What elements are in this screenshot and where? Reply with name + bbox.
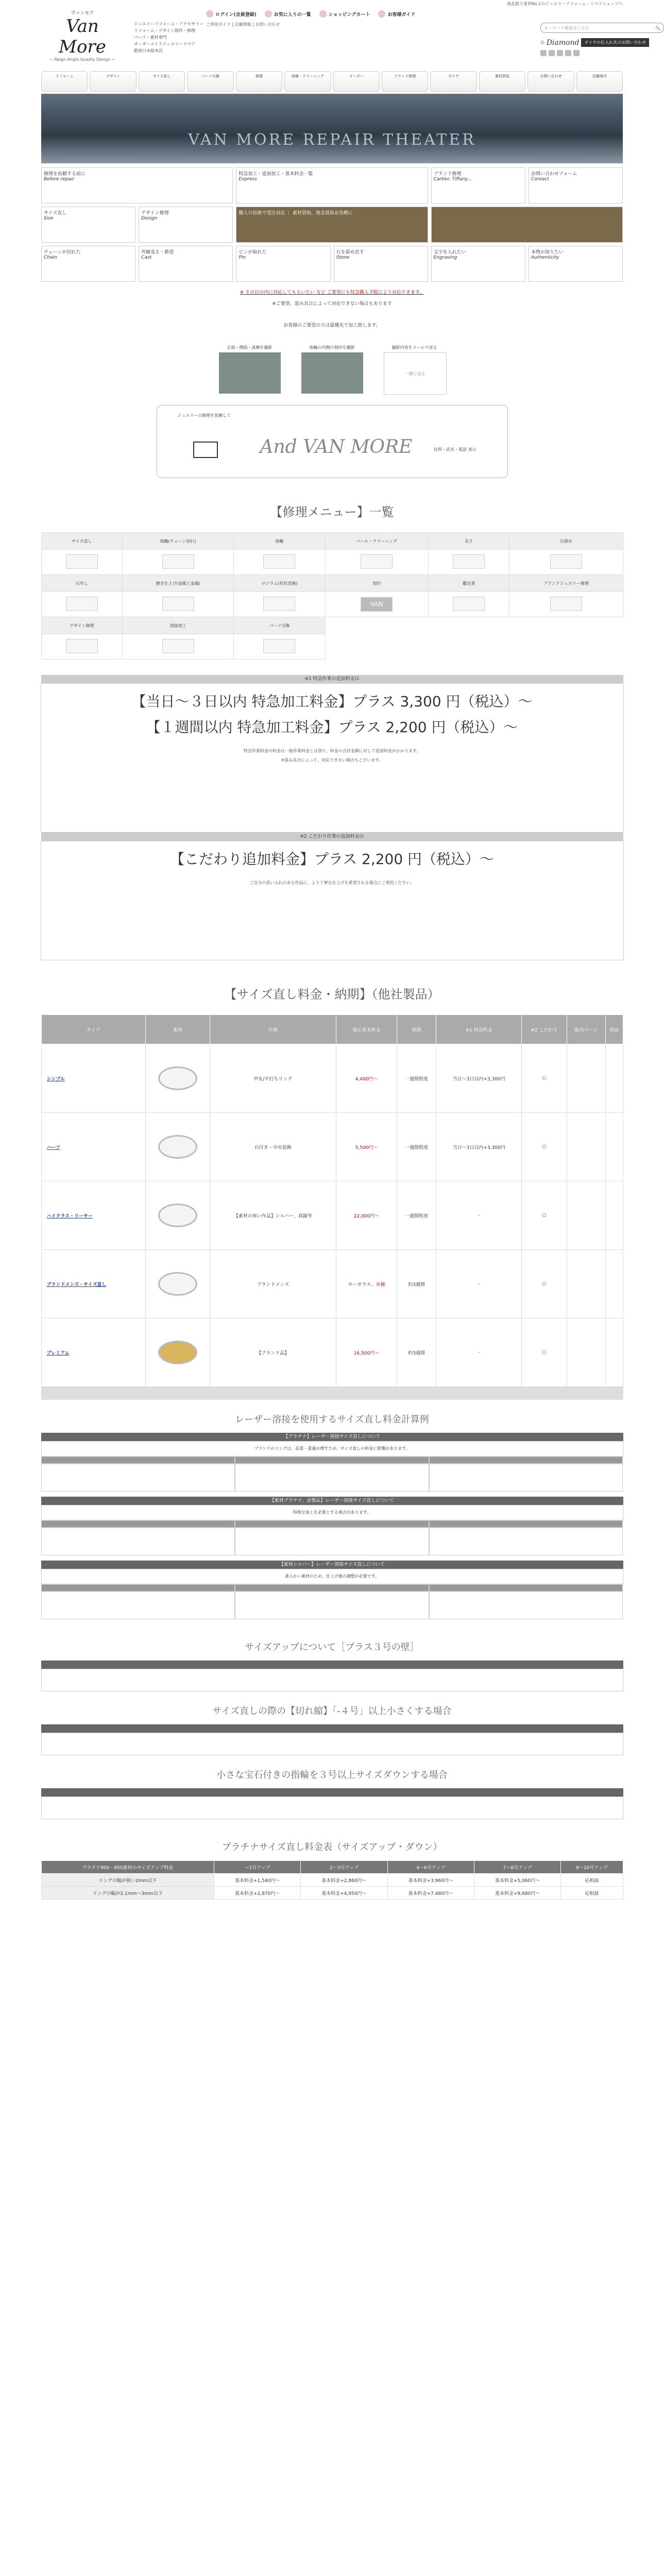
nav-item[interactable]: リフォーム xyxy=(41,71,88,92)
size-col-header: 素材 xyxy=(145,1015,210,1044)
panel-title: 【素材プラチナ、金製品】レーザー溶接サイズ直しについて xyxy=(41,1497,623,1505)
twitter-icon[interactable] xyxy=(540,50,547,56)
menu-thumb[interactable] xyxy=(509,592,623,617)
login-link[interactable]: ログイン(会員登録) xyxy=(206,10,257,18)
price-col-header: 〜1号アップ xyxy=(214,1861,300,1874)
size-type[interactable]: シンプル xyxy=(41,1044,145,1113)
menu-cell[interactable]: 指輪(チェーン切れ) xyxy=(122,533,233,550)
top-bar-text: 商品数で業界No.1のジュエリーリフォーム・リペアショップへ xyxy=(506,1,623,6)
menu-cell[interactable]: サイズ直し xyxy=(41,533,122,550)
size-type[interactable]: プレミアム xyxy=(41,1318,145,1387)
size-material xyxy=(145,1318,210,1387)
site-header xyxy=(0,7,664,71)
size-material xyxy=(145,1250,210,1318)
logo-name: Van More xyxy=(59,16,106,57)
tile-express[interactable]: 特急加工・追加加工・基本料金一覧 Express xyxy=(236,167,428,204)
size-shop-link[interactable] xyxy=(567,1318,606,1387)
price-cell: 基本料金+5,060円〜 xyxy=(474,1874,560,1887)
table-row xyxy=(41,1887,623,1900)
header-line: ジュエリーリフォーム・アクセサリー xyxy=(134,22,204,26)
size-material xyxy=(145,1181,210,1250)
table-row xyxy=(41,1044,623,1113)
cart-icon xyxy=(319,10,327,18)
photo-steps xyxy=(0,345,664,395)
size-material xyxy=(145,1044,210,1113)
express-fee-box xyxy=(41,683,624,833)
size-warranty xyxy=(606,1113,623,1181)
price-cell: 基本料金+3,960円〜 xyxy=(387,1874,474,1887)
size-time: 約3週間 xyxy=(397,1318,436,1387)
size-col-header: 仕様 xyxy=(210,1015,336,1044)
table-row xyxy=(41,1874,623,1887)
social-icons xyxy=(540,50,664,56)
cut-panel xyxy=(41,1724,623,1755)
size-warranty xyxy=(606,1181,623,1250)
tile-authenticity[interactable]: 本物か知りたい Authenticity xyxy=(529,246,623,282)
notice-line-2: ※ご要望、混み具合によって対応できない場合もあります xyxy=(272,301,392,307)
tile-cast[interactable]: 外観変え・鋳造 Cast xyxy=(139,246,233,282)
nav-item[interactable]: お問い合わせ xyxy=(527,71,574,92)
banner-sign: VAN MORE REPAIR THEATER xyxy=(188,131,476,149)
size-time: 約3週間 xyxy=(397,1250,436,1318)
size-express: - xyxy=(436,1250,522,1318)
price-col-header: 2〜3号アップ xyxy=(301,1861,387,1874)
size-warranty xyxy=(606,1250,623,1318)
contact-logo: And VAN MORE xyxy=(260,436,413,457)
menu-cell[interactable]: ロジウム(形状変換) xyxy=(234,575,325,592)
header-line: パーツ・素材専門 xyxy=(134,35,167,40)
platinum-price-table xyxy=(41,1860,623,1900)
laser-panel xyxy=(41,1561,623,1619)
notice-line-3: お客様のご要望の方は最優先で加工致します。 xyxy=(283,323,381,328)
tile-soldering-photo[interactable] xyxy=(431,207,623,243)
size-type[interactable]: ハイクラス・リーサー xyxy=(41,1181,145,1250)
tile-design[interactable]: デザイン修理 Design xyxy=(139,207,233,243)
small-stone-panel xyxy=(41,1788,623,1819)
search-icon[interactable]: 🔍 xyxy=(655,25,660,30)
price-col-header: プラチナ900・850素材のサイズアップ料金 xyxy=(41,1861,214,1874)
heart-icon xyxy=(265,10,272,18)
diamond-label: Diamond xyxy=(546,38,580,47)
tile-before-repair[interactable]: 修理を依頼する前に Before repair xyxy=(41,167,233,204)
step-image: 一緒に送る xyxy=(384,352,447,395)
user-icon xyxy=(206,10,213,18)
theater-banner xyxy=(41,94,623,163)
menu-cell[interactable]: 溶接加工 xyxy=(122,617,233,634)
tile-chain[interactable]: チェーンが切れた Chain xyxy=(41,246,135,282)
price-cell: 基本料金+9,680円〜 xyxy=(474,1887,560,1900)
sizeup-panel xyxy=(41,1660,623,1691)
header-description xyxy=(134,21,206,54)
menu-cell[interactable]: 長さ xyxy=(428,533,509,550)
header-line: リフォーム・デザイン制作・修理 xyxy=(134,28,196,33)
laser-panel xyxy=(41,1497,623,1555)
menu-thumb[interactable] xyxy=(41,592,122,617)
step-card: 撮影内容をメールで送る 一緒に送る xyxy=(384,345,446,395)
size-express: 当日〜3日以内+3,300円 xyxy=(436,1044,522,1113)
express-fee-note-1: 特急作業料金の料金は一般作業料金とは別で、料金の合計金額に対して追加料金がかかります。 xyxy=(243,749,421,753)
size-col-header: ※1 特急料金 xyxy=(436,1015,522,1044)
table-footer xyxy=(41,1387,623,1400)
step-card: 指輪の内側の刻印を撮影 xyxy=(301,345,363,395)
size-express: - xyxy=(436,1318,522,1387)
laser-title: レーザー溶接を使用するサイズ直し料金計算例 xyxy=(235,1414,429,1425)
special-fee-box xyxy=(41,841,624,960)
menu-thumb[interactable] xyxy=(122,634,233,659)
nav-item[interactable]: 店舗案内 xyxy=(576,71,623,92)
header-line: 銀座日本総本店 xyxy=(134,48,163,53)
menu-cell[interactable]: デザイン修理 xyxy=(41,617,122,634)
step-image xyxy=(219,352,281,394)
price-cell: 基本料金+1,540円〜 xyxy=(214,1874,300,1887)
envelope-icon xyxy=(193,442,218,458)
ring-image xyxy=(158,1066,197,1090)
notice-line-1[interactable]: ※ その日の内に対応してもらいたい など ご要望にも特急職人手配により対応できます。 xyxy=(240,290,424,295)
main-nav xyxy=(41,71,623,92)
menu-thumb[interactable] xyxy=(41,634,122,659)
size-shop-link[interactable] xyxy=(567,1250,606,1318)
menu-cell[interactable]: 指輪 xyxy=(234,533,325,550)
nav-item[interactable]: ブランド修理 xyxy=(382,71,428,92)
table-row xyxy=(41,1181,623,1250)
price-cell: 基本料金+2,870円〜 xyxy=(214,1887,300,1900)
favorites-link[interactable]: お気に入りの一覧 xyxy=(265,10,311,18)
price-col-header: 4〜6号アップ xyxy=(387,1861,474,1874)
contact-address: 住所・店名・電話 表示 xyxy=(433,447,476,452)
menu-cell[interactable]: 石外し xyxy=(41,575,122,592)
size-price: 16,500円〜 xyxy=(336,1318,397,1387)
size-express: - xyxy=(436,1181,522,1250)
logo-small: ヴァンモア xyxy=(71,11,94,16)
header-right xyxy=(540,23,664,56)
menu-thumb[interactable] xyxy=(122,550,233,575)
nav-item[interactable]: デザイン xyxy=(90,71,136,92)
menu-thumb[interactable] xyxy=(428,592,509,617)
tile-contact[interactable]: お問い合わせフォーム Contact xyxy=(529,167,623,204)
size-warranty xyxy=(606,1318,623,1387)
panel-title: 【プラチナ】レーザー溶接サイズ直しについて xyxy=(41,1433,623,1441)
contact-box[interactable] xyxy=(157,405,508,478)
special-fee-line: 【こだわり追加料金】プラス 2,200 円（税込）〜 xyxy=(169,851,495,868)
size-col-header: 保証 xyxy=(606,1015,623,1044)
menu-thumb[interactable] xyxy=(234,592,325,617)
header-line: オーダーメイドジュエリーリペア xyxy=(134,42,196,46)
header-links xyxy=(206,10,540,18)
size-option: ○ xyxy=(522,1113,567,1181)
instagram-icon[interactable] xyxy=(557,50,563,56)
size-shop-link[interactable] xyxy=(567,1044,606,1113)
platinum-price-title: プラチナサイズ直し料金表（サイズアップ・ダウン） xyxy=(222,1842,442,1853)
size-spec: 【ブランド品】 xyxy=(210,1318,336,1387)
menu-cell[interactable]: バール・クリーニング xyxy=(325,533,428,550)
nav-item[interactable]: パーツ交換 xyxy=(187,71,233,92)
size-time: 一週間程度 xyxy=(397,1181,436,1250)
table-row xyxy=(41,1250,623,1318)
cart-link[interactable]: ショッピングカート xyxy=(319,10,370,18)
ring-image xyxy=(158,1272,197,1296)
price-cell: 基本料金+7,480円〜 xyxy=(387,1887,474,1900)
line-icon[interactable] xyxy=(565,50,571,56)
header-middle xyxy=(206,9,540,27)
size-type[interactable]: ハーフ xyxy=(41,1113,145,1181)
express-fee-line-a: 【当日〜３日以内 特急加工料金】プラス 3,300 円（税込）〜 xyxy=(131,693,533,710)
size-col-header: ※2 こだわり xyxy=(522,1015,567,1044)
menu-title: 【修理メニュー】一覧 xyxy=(270,505,394,519)
menu-cell[interactable]: パーツ交換 xyxy=(234,617,325,634)
size-spec: ブランドメンズ xyxy=(210,1250,336,1318)
size-price: 22,000円〜 xyxy=(336,1181,397,1250)
size-shop-link[interactable] xyxy=(567,1181,606,1250)
size-price: 4,400円〜 xyxy=(336,1044,397,1113)
size-option: ○ xyxy=(522,1181,567,1250)
size-option: ○ xyxy=(522,1044,567,1113)
logo[interactable] xyxy=(41,9,124,62)
price-cell: 基本料金+2,860円〜 xyxy=(301,1874,387,1887)
tile-pin[interactable]: ピンが取れた Pin xyxy=(236,246,330,282)
size-col-header: 販売ページ xyxy=(567,1015,606,1044)
menu-cell[interactable]: 磨き仕上げ(金属と金属) xyxy=(122,575,233,592)
panel-body: ブランドのリングは、品質・重量が増すため、サイズ直しの料金に影響があります。 xyxy=(41,1441,623,1456)
size-express: 当日〜3日以内+3,300円 xyxy=(436,1113,522,1181)
diamond-bar xyxy=(540,38,664,47)
price-cell: 応相談 xyxy=(561,1874,623,1887)
menu-thumb[interactable] xyxy=(234,550,325,575)
size-spec: 【素材の厚い作品】シルバー、真鍮等 xyxy=(210,1181,336,1250)
size-time: 一週間程度 xyxy=(397,1113,436,1181)
tile-brand-repair[interactable]: ブランド修理 Cartier, Tiffany... xyxy=(431,167,525,204)
guide-link[interactable]: お客様ガイド xyxy=(378,10,415,18)
price-cell: 基本料金+4,950円〜 xyxy=(301,1887,387,1900)
search-placeholder: キーワード検索はこちら xyxy=(544,25,589,30)
size-price: ローガラス、各種 xyxy=(336,1250,397,1318)
size-price: 5,500円〜 xyxy=(336,1113,397,1181)
top-bar xyxy=(0,0,664,7)
express-fee-bar: ※1 特急作業の追加料金は xyxy=(41,675,623,683)
menu-cell[interactable]: 鑑定書 xyxy=(428,575,509,592)
express-fee-line-b: 【１週間以内 特急加工料金】プラス 2,200 円（税込）〜 xyxy=(146,719,518,736)
help-icon xyxy=(378,10,385,18)
size-col-header: 納期 xyxy=(397,1015,436,1044)
step-card: 正面・側面・真横を撮影 xyxy=(219,345,281,395)
diamond-button[interactable]: ダイヤの仕入れ先のお問い合わせ xyxy=(581,38,649,47)
panel-title: 【素材シルバー】レーザー溶接サイズ直しについて xyxy=(41,1561,623,1569)
tile-size[interactable]: サイズ直し Size xyxy=(41,207,135,243)
laser-panel xyxy=(41,1433,623,1492)
menu-cell[interactable]: ブランドジュエリー修理 xyxy=(509,575,623,592)
facebook-icon[interactable] xyxy=(549,50,555,56)
menu-thumb[interactable] xyxy=(41,550,122,575)
logo-tagline: ~ Reign Anglo Quality Design ~ xyxy=(49,57,115,62)
size-warranty xyxy=(606,1044,623,1113)
special-fee-bar: ※2 こだわり作業の追加料金は xyxy=(41,833,623,841)
menu-thumb[interactable]: VAN xyxy=(325,592,428,617)
step-image xyxy=(301,352,363,394)
size-spec: 石付き・中央装飾 xyxy=(210,1113,336,1181)
menu-thumb[interactable] xyxy=(509,550,623,575)
size-type[interactable]: ブランドメンズ・サイズ直し xyxy=(41,1250,145,1318)
size-shop-link[interactable] xyxy=(567,1113,606,1181)
shop-links[interactable]: ご利用ガイド | 店舗情報 | お問い合わせ xyxy=(206,22,280,27)
express-fee-note-2: ※混み具合によって、対応できない場合もございます。 xyxy=(281,758,383,762)
repair-menu-table xyxy=(41,532,623,659)
diamond-icon: ◇ xyxy=(540,40,544,45)
table-row xyxy=(41,1318,623,1387)
nav-item[interactable]: 研磨・クリーニング xyxy=(284,71,331,92)
size-col-header: 修正基本料金 xyxy=(336,1015,397,1044)
tile-stone[interactable]: 石を留め直す Stone xyxy=(334,246,428,282)
tile-engraving[interactable]: 文字を入れたい Engraving xyxy=(431,246,525,282)
menu-thumb[interactable] xyxy=(428,550,509,575)
small-stone-title: 小さな宝石付きの指輪を３号以上サイズダウンする場合 xyxy=(216,1770,448,1781)
price-cell: リングの幅が狭い2mm以下 xyxy=(41,1874,214,1887)
size-option: ○ xyxy=(522,1318,567,1387)
size-material xyxy=(145,1113,210,1181)
size-col-header: タイプ xyxy=(41,1015,145,1044)
panel-body: 特殊な加工を必要とする場合があります。 xyxy=(41,1505,623,1520)
size-fee-title: 【サイズ直し料金・納期】（他社製品） xyxy=(224,987,440,1002)
nav-item[interactable]: サイズ直し xyxy=(139,71,185,92)
search-input[interactable] xyxy=(540,23,664,33)
price-col-header: 7〜8号アップ xyxy=(474,1861,560,1874)
table-row xyxy=(41,1113,623,1181)
nav-item[interactable]: 素材買取 xyxy=(479,71,525,92)
menu-thumb[interactable] xyxy=(325,550,428,575)
size-fee-table xyxy=(41,1014,623,1400)
size-spec: 甲丸/平打ちリング xyxy=(210,1044,336,1113)
nav-item[interactable]: 修理 xyxy=(236,71,282,92)
ring-image xyxy=(158,1204,197,1227)
panel-body: 柔らかい素材のため、仕上げ後の調整が必要です。 xyxy=(41,1569,623,1584)
youtube-icon[interactable] xyxy=(573,50,580,56)
size-option: ○ xyxy=(522,1250,567,1318)
cut-title: サイズ直しの際の【切れ縮】「-４号」以上小さくする場合 xyxy=(212,1706,452,1717)
notice-block xyxy=(0,287,664,331)
contact-label: ジュエリーの修理を依頼して xyxy=(177,413,231,418)
tile-craftsman-photo[interactable]: 職人の技術で受注対応 ｜ 素材買取、地金買取お気軽に xyxy=(236,207,428,243)
ring-image xyxy=(158,1135,197,1159)
menu-cell[interactable]: 石留め xyxy=(509,533,623,550)
category-tiles xyxy=(41,167,623,282)
price-col-header: 9〜10号アップ xyxy=(561,1861,623,1874)
menu-cell[interactable]: 刻印 xyxy=(325,575,428,592)
ring-image xyxy=(158,1341,197,1364)
size-time: 一週間程度 xyxy=(397,1044,436,1113)
menu-thumb[interactable] xyxy=(122,592,233,617)
menu-thumb[interactable] xyxy=(234,634,325,659)
sizeup-title: サイズアップについて［プラス３号の壁］ xyxy=(245,1642,419,1653)
nav-item[interactable]: オーダー xyxy=(333,71,380,92)
nav-item[interactable]: ダイヤ xyxy=(430,71,476,92)
price-cell: 応相談 xyxy=(561,1887,623,1900)
special-fee-note: ご自分の思い入れのある作品に、より丁寧な仕上げを希望される場合にご利用ください。 xyxy=(249,880,415,885)
price-cell: リングの幅が2.1mm〜3mm以下 xyxy=(41,1887,214,1900)
